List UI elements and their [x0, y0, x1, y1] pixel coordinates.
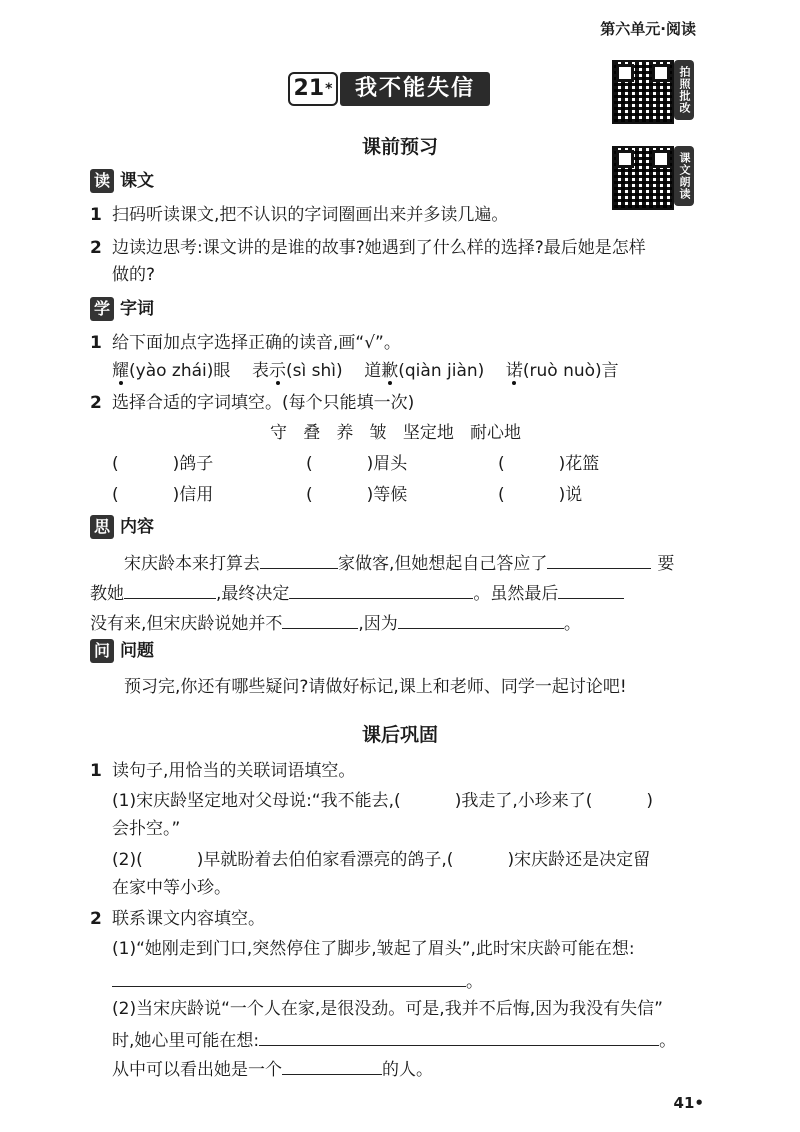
blank[interactable] [289, 578, 473, 599]
fill-1-2[interactable]: ( )眉头 [306, 454, 408, 474]
think-icon: 思 [90, 515, 114, 539]
post-q1-2[interactable]: (2)( )早就盼着去伯伯家看漂亮的鸽子,( )宋庆龄还是决定留 [112, 850, 651, 870]
learn-icon: 学 [90, 297, 114, 321]
post-q2-2-think: 时,她心里可能在想: 。 [112, 1025, 676, 1054]
fill-1-1[interactable]: ( )鸽子 [112, 454, 214, 474]
blank[interactable] [398, 608, 564, 629]
post-q2-2-person: 从中可以看出她是一个 的人。 [112, 1054, 433, 1083]
post-q1-1-cont: 会扑空。” [112, 819, 181, 839]
post-q1: 1 读句子,用恰当的关联词语填空。 [90, 761, 356, 781]
qr-tag-photo: 拍照批改 [674, 60, 694, 120]
post-q2-1: (1)“她刚走到门口,突然停住了脚步,皱起了眉头”,此时宋庆龄可能在想: [112, 939, 635, 959]
post-q1-2-cont: 在家中等小珍。 [112, 878, 231, 898]
pre-study-title: 课前预习 [361, 136, 438, 158]
section-words: 学 字词 [90, 296, 154, 322]
lesson-number: 21* [288, 72, 338, 106]
page-number: 41• [673, 1094, 704, 1112]
blank[interactable] [558, 578, 624, 599]
pinyin-item[interactable]: 诺(ruò nuò)言 [505, 361, 619, 381]
qr-tag-reading: 课文朗读 [674, 146, 694, 206]
pinyin-item[interactable]: 道歉(qiàn jiàn) [364, 361, 485, 381]
fill-2-2[interactable]: ( )等候 [306, 485, 408, 505]
content-line-2: 教她 ,最终决定 。虽然最后 [90, 578, 624, 607]
blank[interactable] [112, 966, 466, 987]
post-q1-1[interactable]: (1)宋庆龄坚定地对父母说:“我不能去,( )我走了,小珍来了( ) [112, 791, 654, 811]
read-icon: 读 [90, 169, 114, 193]
section-content: 思 内容 [90, 514, 154, 540]
blank[interactable] [282, 1054, 382, 1075]
pinyin-item[interactable]: 表示(sì shì) [252, 361, 343, 381]
words-q2: 2 选择合适的字词填空。(每个只能填一次) [90, 393, 415, 413]
word-choices: 守 叠 养 皱 坚定地 耐心地 [270, 423, 522, 443]
post-study-title: 课后巩固 [361, 724, 438, 746]
fill-2-1[interactable]: ( )信用 [112, 485, 214, 505]
blank[interactable] [282, 608, 358, 629]
post-q2-1-answer: 。 [112, 966, 483, 995]
content-line-3: 没有来,但宋庆龄说她并不 ,因为 。 [90, 608, 581, 637]
unit-label: 第六单元·阅读 [600, 20, 696, 38]
qr-photo-correct[interactable] [612, 60, 700, 122]
section-read: 读 课文 [90, 168, 154, 194]
question-text: 预习完,你还有哪些疑问?请做好标记,课上和老师、同学一起讨论吧! [124, 677, 627, 697]
blank[interactable] [260, 548, 338, 569]
lesson-star: * [325, 81, 333, 97]
blank[interactable] [259, 1025, 659, 1046]
lesson-title: 我不能失信 [340, 72, 490, 106]
fill-1-3[interactable]: ( )花篮 [498, 454, 600, 474]
read-item-2: 2 边读边思考:课文讲的是谁的故事?她遇到了什么样的选择?最后她是怎样 [90, 238, 646, 258]
blank[interactable] [124, 578, 216, 599]
ask-icon: 问 [90, 639, 114, 663]
fill-2-3[interactable]: ( )说 [498, 485, 583, 505]
post-q2: 2 联系课文内容填空。 [90, 909, 265, 929]
read-item-2-cont: 做的? [112, 265, 156, 285]
words-q1: 1 给下面加点字选择正确的读音,画“√”。 [90, 333, 401, 353]
pinyin-item[interactable]: 耀(yào zhái)眼 [112, 361, 231, 381]
post-q2-2: (2)当宋庆龄说“一个人在家,是很没劲。可是,我并不后悔,因为我没有失信” [112, 999, 663, 1019]
pinyin-row [112, 358, 619, 384]
content-line-1: 宋庆龄本来打算去 家做客,但她想起自己答应了 要 [124, 548, 674, 577]
section-question: 问 问题 [90, 638, 154, 664]
blank[interactable] [547, 548, 651, 569]
qr-code-icon [612, 60, 674, 124]
read-item-1: 1 扫码听读课文,把不认识的字词圈画出来并多读几遍。 [90, 205, 509, 225]
